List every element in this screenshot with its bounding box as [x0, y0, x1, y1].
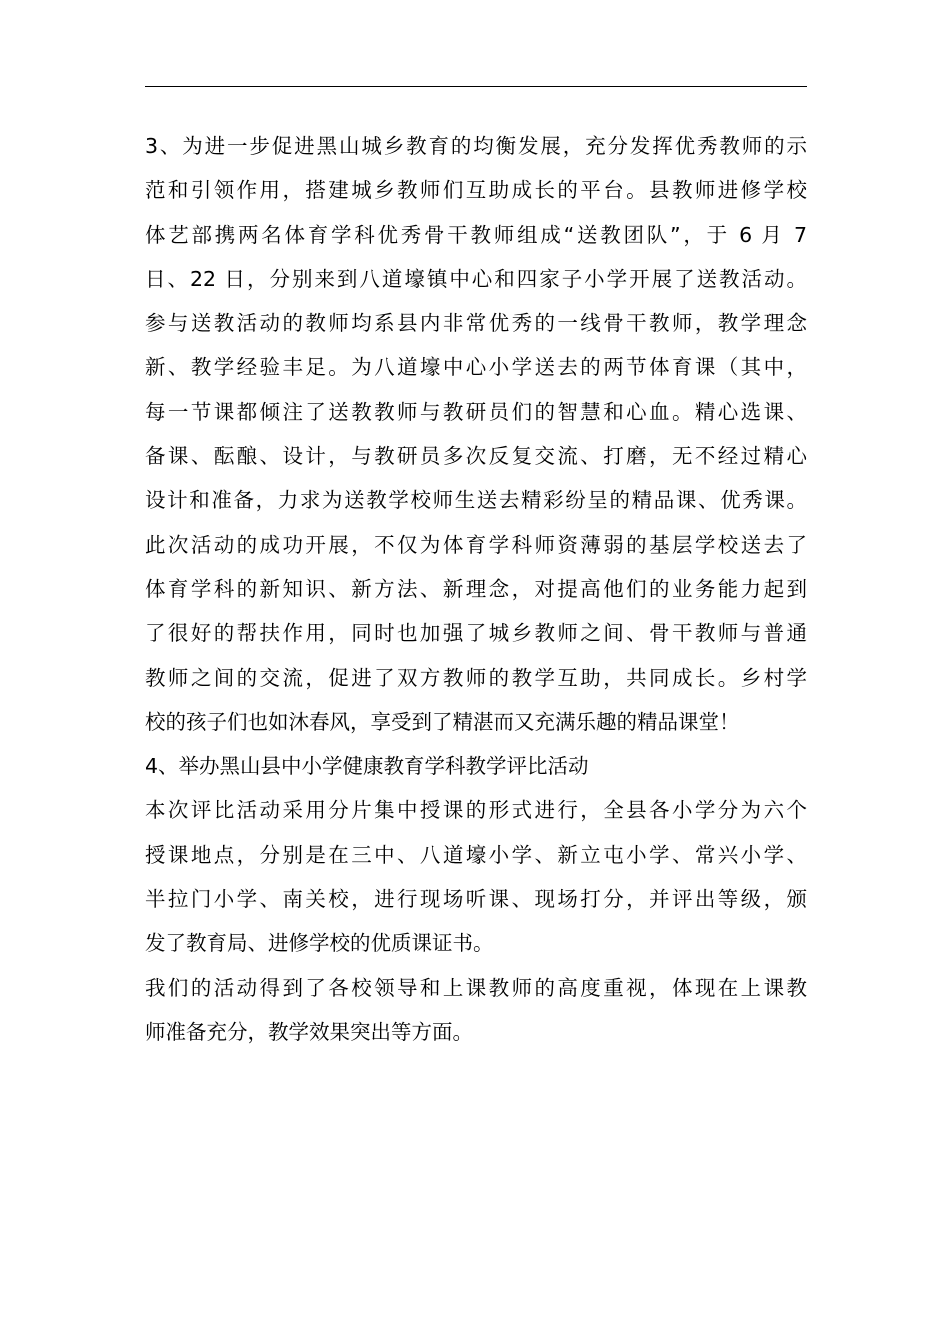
text-line: 本次评比活动采用分片集中授课的形式进行，全县各小学分为六个 [145, 798, 807, 823]
text-line: 4、举办黑山县中小学健康教育学科教学评比活动 [145, 754, 589, 779]
text-line: 师准备充分，教学效果突出等方面。 [145, 1019, 473, 1044]
text-line: 每一节课都倾注了送教教师与教研员们的智慧和心血。精心选课、 [145, 399, 807, 424]
text-line: 半拉门小学、南关校，进行现场听课、现场打分，并评出等级，颁 [145, 887, 807, 912]
text-line: 参与送教活动的教师均系县内非常优秀的一线骨干教师，教学理念 [145, 311, 807, 336]
text-line: 体艺部携两名体育学科优秀骨干教师组成“送教团队”，于 6 月 7 [145, 222, 807, 247]
text-line: 校的孩子们也如沐春风，享受到了精湛而又充满乐趣的精品课堂！ [145, 709, 740, 734]
text-line: 教师之间的交流，促进了双方教师的教学互助，共同成长。乡村学 [145, 665, 807, 690]
document-body [145, 124, 807, 1054]
text-line: 发了教育局、进修学校的优质课证书。 [145, 931, 494, 956]
text-line: 了很好的帮扶作用，同时也加强了城乡教师之间、骨干教师与普通 [145, 621, 807, 646]
text-line: 此次活动的成功开展，不仅为体育学科师资薄弱的基层学校送去了 [145, 532, 807, 557]
text-line: 3、为进一步促进黑山城乡教育的均衡发展，充分发挥优秀教师的示 [145, 134, 807, 158]
text-line: 授课地点，分别是在三中、八道壕小学、新立屯小学、常兴小学、 [145, 842, 807, 867]
text-line: 日、22 日，分别来到八道壕镇中心和四家子小学开展了送教活动。 [145, 266, 807, 291]
text-line: 体育学科的新知识、新方法、新理念，对提高他们的业务能力起到 [145, 576, 807, 601]
text-line: 备课、酝酿、设计，与教研员多次反复交流、打磨，无不经过精心 [145, 444, 807, 469]
text-line: 设计和准备，力求为送教学校师生送去精彩纷呈的精品课、优秀课。 [145, 488, 807, 513]
text-line: 范和引领作用，搭建城乡教师们互助成长的平台。县教师进修学校 [145, 178, 807, 203]
header-rule [145, 86, 807, 87]
text-line: 我们的活动得到了各校领导和上课教师的高度重视，体现在上课教 [145, 975, 807, 1000]
text-line: 新、教学经验丰足。为八道壕中心小学送去的两节体育课（其中， [145, 355, 807, 380]
